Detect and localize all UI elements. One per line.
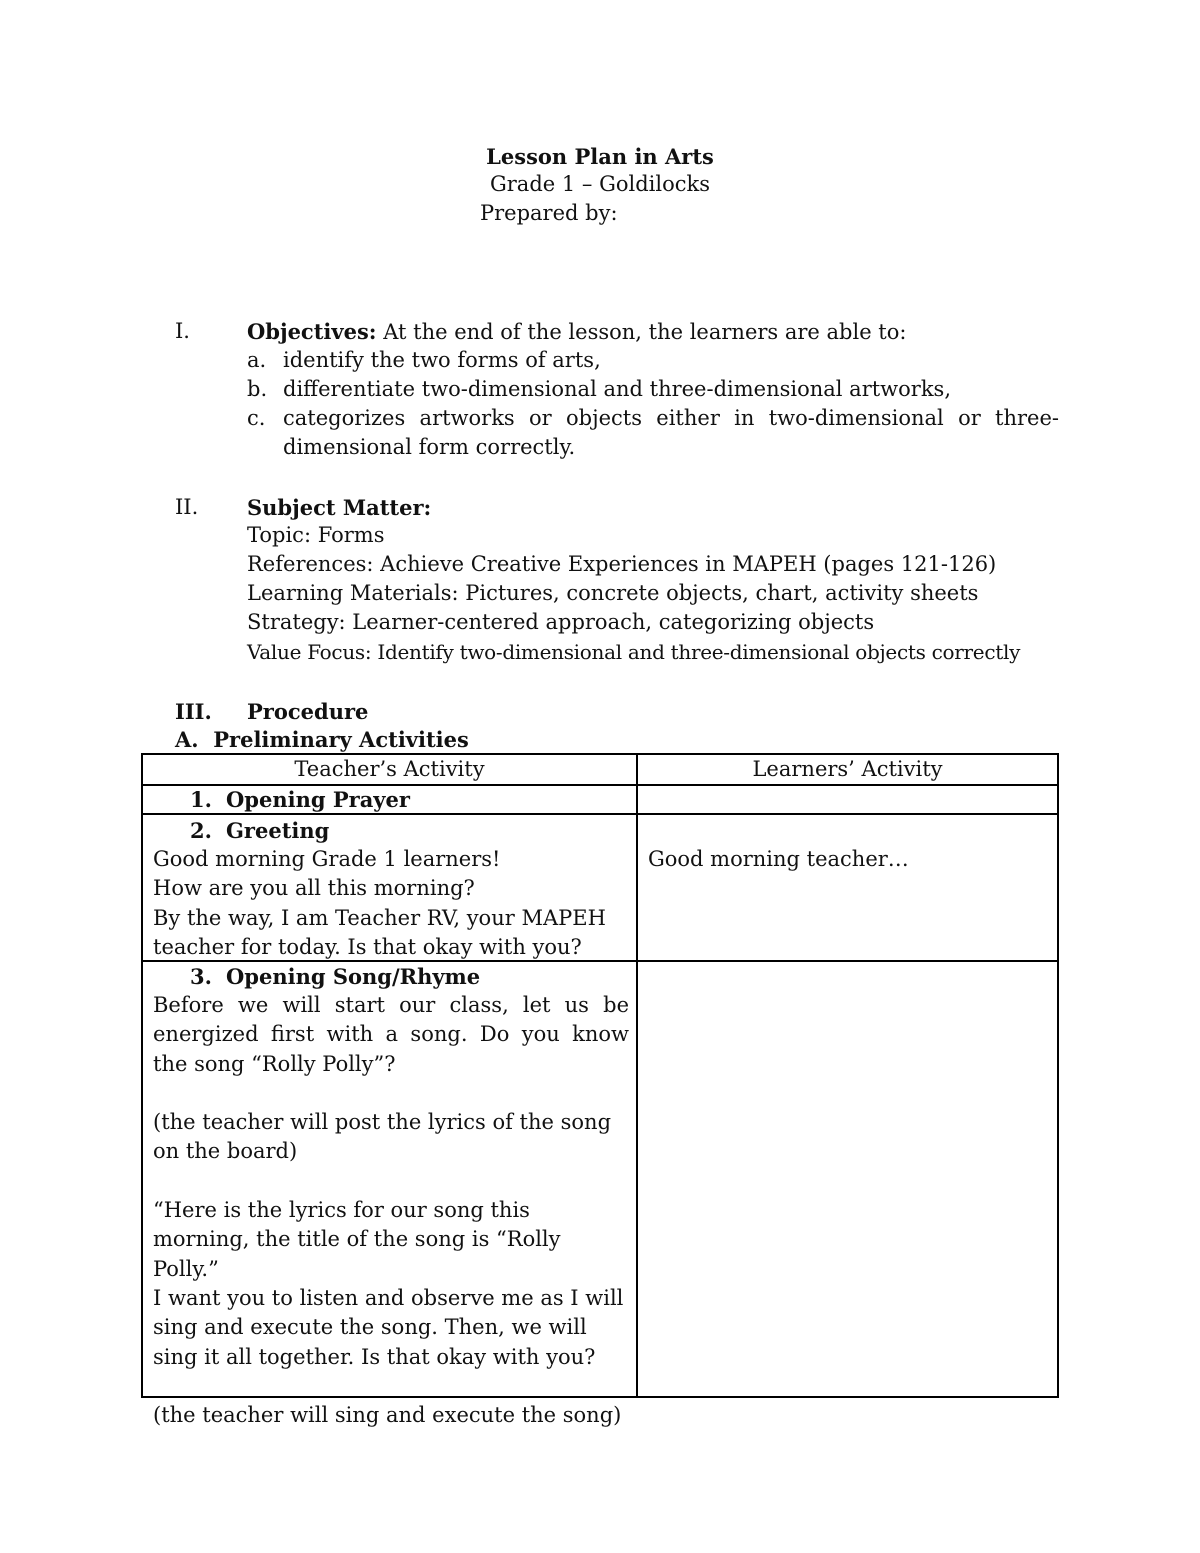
objectives-numeral: I. (175, 319, 190, 343)
objective-item-a: identify the two forms of arts, (283, 348, 601, 372)
subject-value-focus: Value Focus: Identify two-dimensional and three-dimensional objects correctly (247, 640, 1021, 664)
objective-letter-c: c. (247, 406, 266, 430)
row3-teacher-text (153, 991, 629, 1430)
column-divider (636, 755, 638, 1396)
row1-title: Opening Prayer (226, 787, 410, 812)
subject-references: References: Achieve Creative Experiences in MAPEH (pages 121-126) (247, 552, 997, 576)
objectives-intro: At the end of the lesson, the learners are able to: (376, 320, 907, 344)
objective-item-b: differentiate two-dimensional and three-dimensional artworks, (283, 377, 952, 401)
row3-title: Opening Song/Rhyme (226, 964, 481, 989)
activities-table (141, 753, 1059, 1428)
grade-line: Grade 1 – Goldilocks (489, 172, 710, 196)
row3-number: 3. (190, 964, 212, 989)
prepared-by: Prepared by: (480, 201, 618, 225)
objective-letter-a: a. (247, 348, 267, 372)
row2-teacher-text (153, 845, 629, 962)
greeting-line-1: Good morning Grade 1 learners! (153, 847, 501, 871)
song-paragraph-3a: “Here is the lyrics for our song this morning, the title of the song is “Rolly Polly.” (153, 1198, 561, 1281)
procedure-heading: Procedure (247, 699, 369, 724)
subject-materials: Learning Materials: Pictures, concrete objects, chart, activity sheets (247, 581, 979, 605)
objective-item-c: categorizes artworks or objects either in two-dimensional or three- (283, 406, 1059, 430)
song-paragraph-3b: I want you to listen and observe me as I will sing and execute the song. Then, we will sing it all together. Is that okay with you? (153, 1285, 624, 1369)
subject-numeral: II. (175, 495, 199, 519)
song-paragraph-2: (the teacher will post the lyrics of the song on the board) (153, 1110, 612, 1164)
song-paragraph-1: Before we will start our class, let us be energized first with a song. Do you know the song “Rolly Polly”? (153, 993, 629, 1076)
paragraph-gap (153, 1167, 629, 1196)
subject-strategy: Strategy: Learner-centered approach, categorizing objects (247, 610, 875, 634)
subject-heading: Subject Matter: (247, 495, 432, 520)
paragraph-gap (153, 1372, 629, 1401)
header-teacher-activity: Teacher’s Activity (294, 757, 485, 781)
song-paragraph-4: (the teacher will sing and execute the song) (153, 1403, 622, 1428)
row2-title: Greeting (226, 818, 330, 843)
objectives-label: Objectives: (247, 319, 377, 344)
objective-letter-b: b. (247, 377, 268, 401)
paragraph-gap (153, 1079, 629, 1108)
procedure-numeral: III. (175, 699, 212, 724)
row1-number: 1. (190, 787, 212, 812)
objective-item-c-cont: dimensional form correctly. (283, 435, 576, 459)
lesson-title: Lesson Plan in Arts (486, 144, 714, 169)
objectives-heading (247, 317, 906, 347)
greeting-line-2: How are you all this morning? (153, 876, 475, 901)
row2-number: 2. (190, 818, 212, 843)
header-learners-activity: Learners’ Activity (752, 757, 943, 781)
greeting-line-3: By the way, I am Teacher RV, your MAPEH teacher for today. Is that okay with you? (153, 905, 606, 959)
preliminary-heading: A. Preliminary Activities (175, 727, 469, 752)
row2-learner-text: Good morning teacher… (648, 847, 909, 871)
subject-topic: Topic: Forms (247, 523, 385, 547)
